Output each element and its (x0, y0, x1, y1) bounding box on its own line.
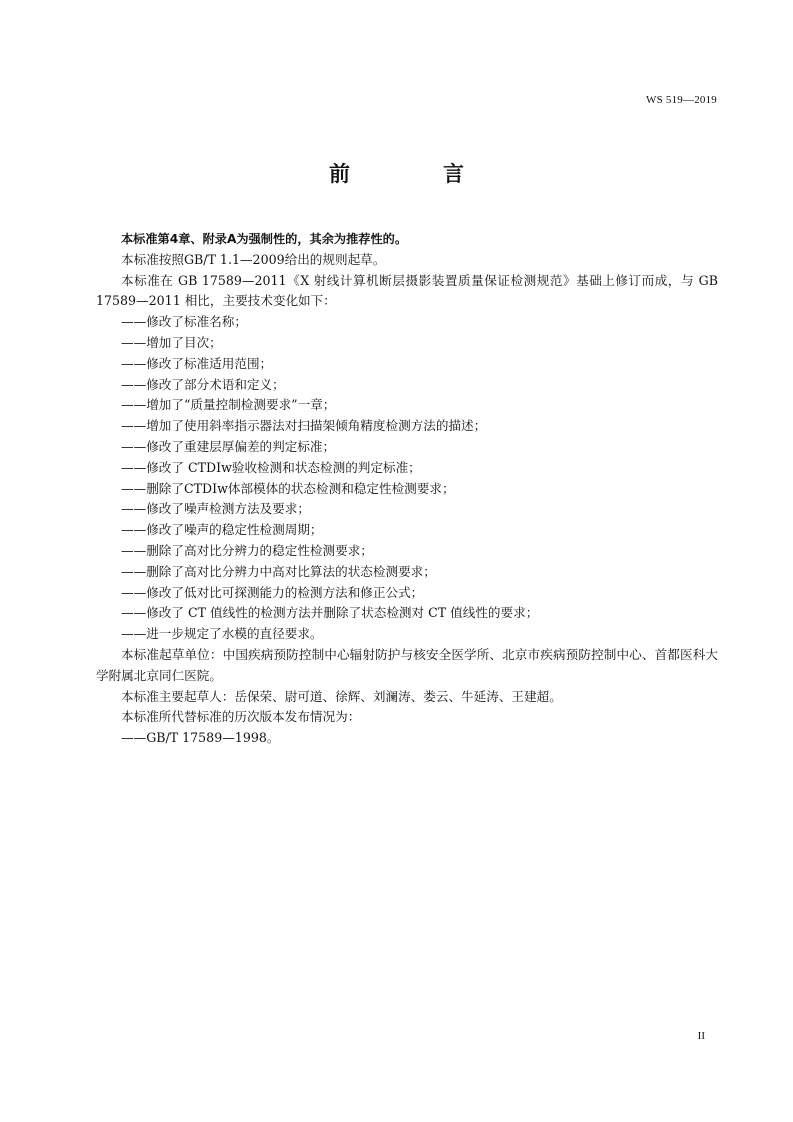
page-title: 前 言 (329, 162, 500, 186)
change-item: ——删除了CTDIw体部模体的状态检测和稳定性检测要求； (121, 480, 455, 496)
standard-code: WS 519—2019 (646, 94, 717, 106)
change-item: ——增加了目次； (121, 334, 222, 350)
revision-basis: 本标准在 GB 17589—2011《X 射线计算机断层摄影装置质量保证检测规范》基础上修订而成，与 GB 17589—2011 相比，主要技术变化如下： (96, 272, 718, 309)
change-item: ——修改了标准适用范围； (121, 355, 273, 371)
change-item: ——修改了部分术语和定义； (121, 376, 285, 392)
drafters: 本标准主要起草人：岳保荣、尉可道、徐辉、刘澜涛、娄云、牛延涛、王建超。 (121, 688, 562, 704)
previous-versions-intro: 本标准所代替标准的历次版本发布情况为： (121, 709, 361, 725)
previous-version-item: ——GB/T 17589—1998。 (121, 730, 280, 746)
page-number: II (697, 1030, 705, 1042)
change-item: ——修改了噪声检测方法及要求； (121, 501, 310, 517)
change-item: ——增加了使用斜率指示器法对扫描架倾角精度检测方法的描述； (121, 418, 487, 434)
change-item: ——修改了 CT 值线性的检测方法并删除了状态检测对 CT 值线性的要求； (121, 605, 539, 621)
change-item: ——修改了噪声的稳定性检测周期； (121, 522, 323, 538)
foreword-body (96, 229, 718, 749)
change-item: ——修改了标准名称； (121, 314, 247, 330)
change-item: ——修改了 CTDIw验收检测和状态检测的判定标准； (121, 459, 421, 475)
change-item: ——修改了低对比可探测能力的检测方法和修正公式； (121, 584, 424, 600)
change-item: ——删除了高对比分辨力中高对比算法的状态检测要求； (121, 563, 436, 579)
change-item: ——修改了重建层厚偏差的判定标准； (121, 438, 336, 454)
change-item: ——增加了“质量控制检测要求”一章； (121, 397, 336, 413)
change-item: ——进一步规定了水模的直径要求。 (121, 626, 323, 642)
mandatory-statement: 本标准第4章、附录A为强制性的，其余为推荐性的。 (121, 232, 408, 246)
drafting-rule: 本标准按照GB/T 1.1—2009给出的规则起草。 (121, 251, 386, 267)
drafting-units: 本标准起草单位：中国疾病预防控制中心辐射防护与核安全医学所、北京市疾病预防控制中心、首都医科大学附属北京同仁医院。 (96, 646, 718, 683)
change-item: ——删除了高对比分辨力的稳定性检测要求； (121, 542, 373, 558)
